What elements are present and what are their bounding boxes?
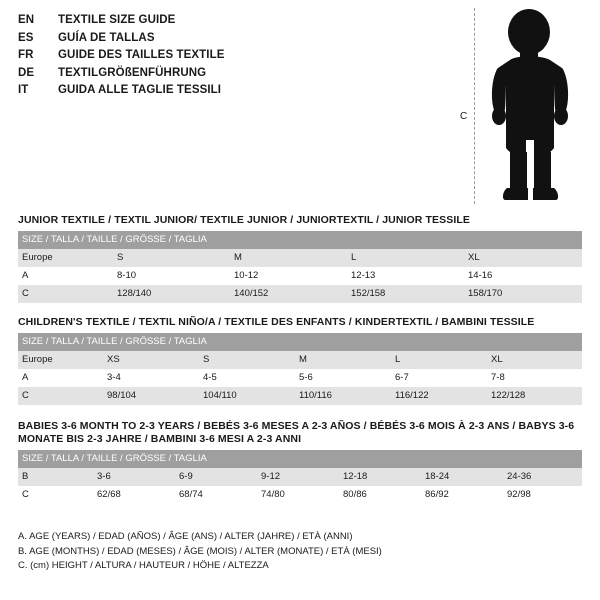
- section-babies: [18, 420, 582, 504]
- cell: 14-16: [464, 267, 582, 285]
- table-band-row: [18, 231, 582, 249]
- cell: 12-18: [339, 468, 421, 486]
- cell: 110/116: [295, 387, 391, 405]
- row-label: C: [18, 285, 113, 303]
- cell: 5-6: [295, 369, 391, 387]
- cell: XL: [487, 351, 582, 369]
- row-label: C: [18, 387, 103, 405]
- cell: XS: [103, 351, 199, 369]
- language-code: FR: [18, 49, 34, 61]
- section-children: [18, 316, 582, 405]
- table-row: [18, 369, 582, 387]
- cell: L: [347, 249, 464, 267]
- table-row: [18, 387, 582, 405]
- cell: 92/98: [503, 486, 582, 504]
- table-row: [18, 285, 582, 303]
- language-title: GUIDA ALLE TAGLIE TESSILI: [58, 84, 222, 96]
- legend-line-b: B. AGE (MONTHS) / EDAD (MESES) / ÂGE (MOIS) / ALTER (MONATE) / ETÀ (MESI): [18, 545, 382, 557]
- language-title: TEXTILE SIZE GUIDE: [58, 14, 176, 26]
- cell: 74/80: [257, 486, 339, 504]
- cell: S: [199, 351, 295, 369]
- language-title-list: [18, 12, 438, 100]
- table-row: [18, 351, 582, 369]
- measurement-figure: [450, 6, 590, 206]
- language-row: [18, 82, 438, 100]
- language-row: [18, 30, 438, 48]
- cell: 86/92: [421, 486, 503, 504]
- table-band-row: [18, 450, 582, 468]
- cell: S: [113, 249, 230, 267]
- cell: 3-6: [93, 468, 175, 486]
- table-row: [18, 267, 582, 285]
- cell: 4-5: [199, 369, 295, 387]
- cell: M: [230, 249, 347, 267]
- section-junior: [18, 214, 582, 303]
- table-band-label: SIZE / TALLA / TAILLE / GRÖSSE / TAGLIA: [18, 333, 582, 351]
- height-guide-line: [474, 8, 475, 204]
- language-title: TEXTILGRÖßENFÜHRUNG: [58, 66, 207, 79]
- language-title: GUIDE DES TAILLES TEXTILE: [58, 49, 225, 61]
- cell: 116/122: [391, 387, 487, 405]
- table-band-row: [18, 333, 582, 351]
- cell: 8-10: [113, 267, 230, 285]
- cell: 12-13: [347, 267, 464, 285]
- table-band-label: SIZE / TALLA / TAILLE / GRÖSSE / TAGLIA: [18, 450, 582, 468]
- row-label: B: [18, 468, 93, 486]
- row-label: Europe: [18, 351, 103, 369]
- cell: 6-9: [175, 468, 257, 486]
- language-row: [18, 65, 438, 83]
- cell: 68/74: [175, 486, 257, 504]
- row-label: A: [18, 267, 113, 285]
- language-title: GUÍA DE TALLAS: [58, 31, 155, 44]
- language-row: [18, 12, 438, 30]
- cell: M: [295, 351, 391, 369]
- cell: 9-12: [257, 468, 339, 486]
- language-code: DE: [18, 66, 35, 79]
- section-title: CHILDREN'S TEXTILE / TEXTIL NIÑO/A / TEXTILE DES ENFANTS / KINDERTEXTIL / BAMBINI TESSILE: [18, 316, 535, 328]
- height-measure-label: C: [460, 111, 468, 122]
- language-row: [18, 47, 438, 65]
- cell: 152/158: [347, 285, 464, 303]
- child-silhouette-icon: [480, 6, 590, 206]
- cell: XL: [464, 249, 582, 267]
- table-row: [18, 486, 582, 504]
- language-code: EN: [18, 14, 35, 26]
- cell: 10-12: [230, 267, 347, 285]
- cell: 122/128: [487, 387, 582, 405]
- legend-line-c: C. (cm) HEIGHT / ALTURA / HAUTEUR / HÖHE / ALTEZZA: [18, 560, 269, 571]
- language-code: ES: [18, 31, 34, 44]
- row-label: A: [18, 369, 103, 387]
- cell: 62/68: [93, 486, 175, 504]
- language-code: IT: [18, 84, 29, 96]
- cell: 24-36: [503, 468, 582, 486]
- legend-line-a: A. AGE (YEARS) / EDAD (AÑOS) / ÂGE (ANS) / ALTER (JAHRE) / ETÀ (ANNI): [18, 531, 353, 542]
- cell: 104/110: [199, 387, 295, 405]
- table-band-label: SIZE / TALLA / TAILLE / GRÖSSE / TAGLIA: [18, 231, 582, 249]
- children-size-table: [18, 333, 582, 405]
- cell: 128/140: [113, 285, 230, 303]
- cell: 6-7: [391, 369, 487, 387]
- junior-size-table: [18, 231, 582, 303]
- cell: 18-24: [421, 468, 503, 486]
- cell: 98/104: [103, 387, 199, 405]
- cell: 7-8: [487, 369, 582, 387]
- cell: L: [391, 351, 487, 369]
- section-title: JUNIOR TEXTILE / TEXTIL JUNIOR/ TEXTILE JUNIOR / JUNIORTEXTIL / JUNIOR TESSILE: [18, 214, 470, 226]
- row-label: Europe: [18, 249, 113, 267]
- cell: 158/170: [464, 285, 582, 303]
- row-label: C: [18, 486, 93, 504]
- table-row: [18, 249, 582, 267]
- cell: 3-4: [103, 369, 199, 387]
- table-row: [18, 468, 582, 486]
- babies-size-table: [18, 450, 582, 504]
- section-title: BABIES 3-6 MONTH TO 2-3 YEARS / BEBÉS 3-6 MESES A 2-3 AÑOS / BÉBÉS 3-6 MOIS À 2-3 ANS / BABYS 3-6 MONATE BIS 2-3 JAHRE / BAMBINI 3-6 MESI A 2-3 ANNI: [18, 420, 575, 445]
- cell: 80/86: [339, 486, 421, 504]
- cell: 140/152: [230, 285, 347, 303]
- legend-block: [18, 530, 582, 574]
